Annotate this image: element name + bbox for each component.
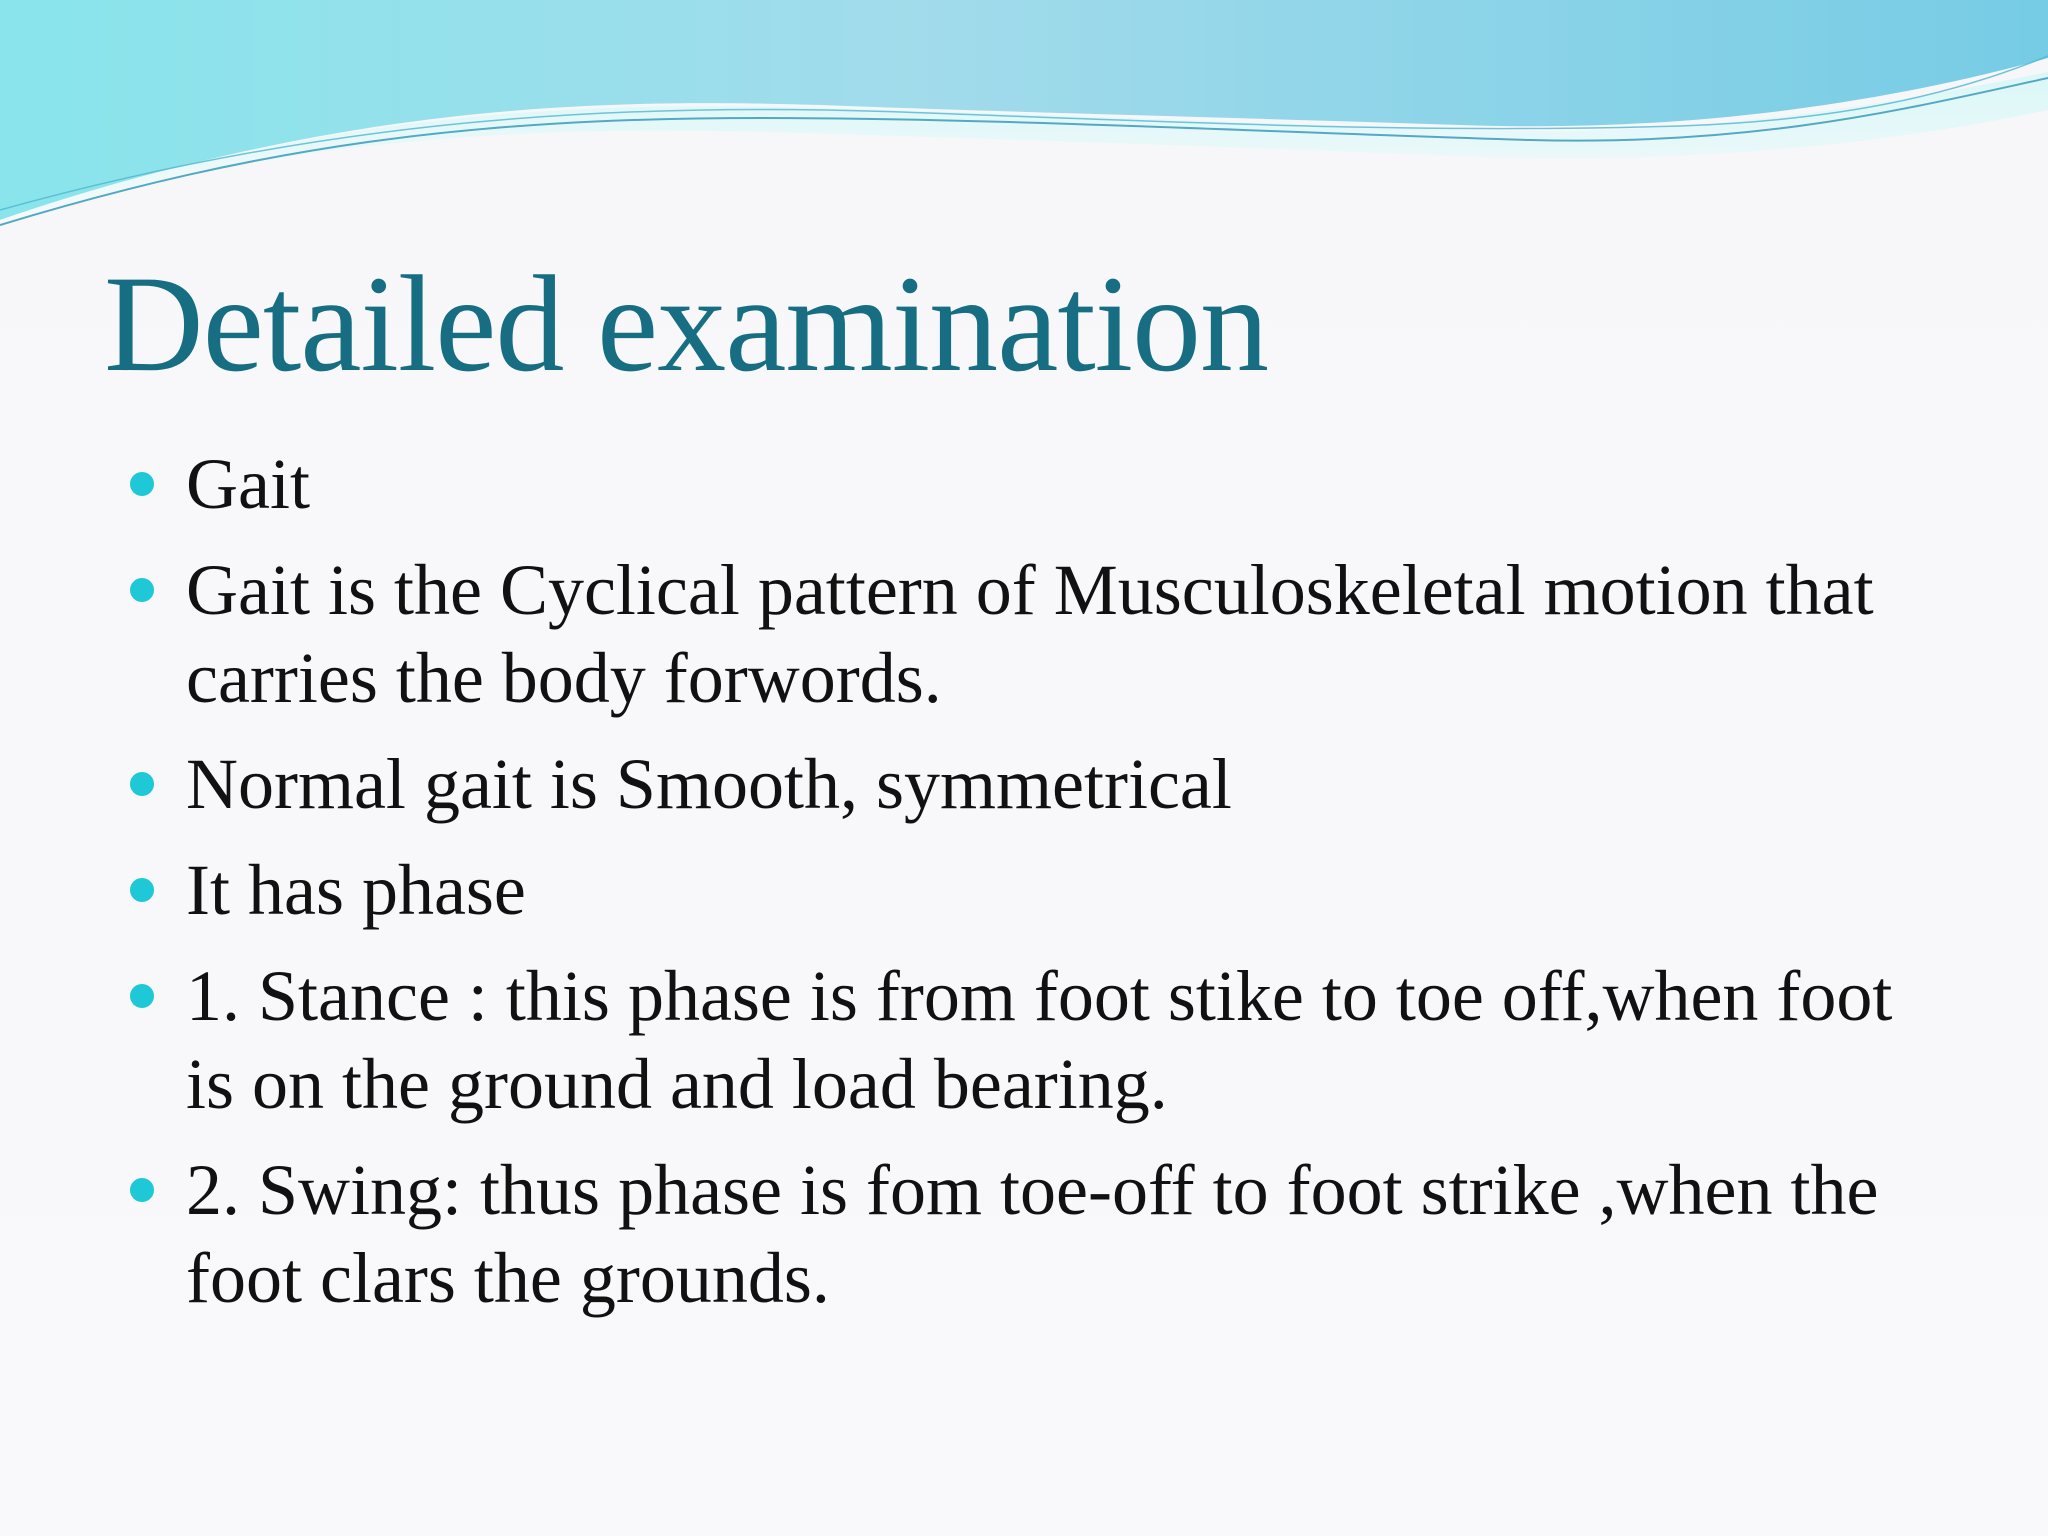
bullet-dot-icon (130, 878, 154, 902)
bullet-item (128, 440, 1948, 528)
bullet-item (128, 952, 1948, 1128)
bullet-item (128, 740, 1948, 828)
bullet-text: 1. Stance : this phase is from foot stike to toe off,when foot is on the ground and load bearing. (186, 956, 1893, 1124)
bullet-text: Gait is the Cyclical pattern of Musculoskeletal motion that carries the body forwords. (186, 550, 1874, 718)
bullet-item (128, 846, 1948, 934)
bullet-dot-icon (130, 472, 154, 496)
bullet-dot-icon (130, 772, 154, 796)
bullet-text: Normal gait is Smooth, symmetrical (186, 744, 1232, 824)
slide-title: Detailed examination (104, 247, 1269, 400)
bullet-dot-icon (130, 578, 154, 602)
bullet-item (128, 546, 1948, 722)
bullet-dot-icon (130, 984, 154, 1008)
bullet-list (128, 440, 1948, 1340)
bullet-text: 2. Swing: thus phase is fom toe-off to foot strike ,when the foot clars the grounds. (186, 1150, 1879, 1318)
bullet-dot-icon (130, 1178, 154, 1202)
bullet-text: Gait (186, 444, 310, 524)
bullet-item (128, 1146, 1948, 1322)
bullet-text: It has phase (186, 850, 526, 930)
decorative-wave (0, 0, 2048, 240)
